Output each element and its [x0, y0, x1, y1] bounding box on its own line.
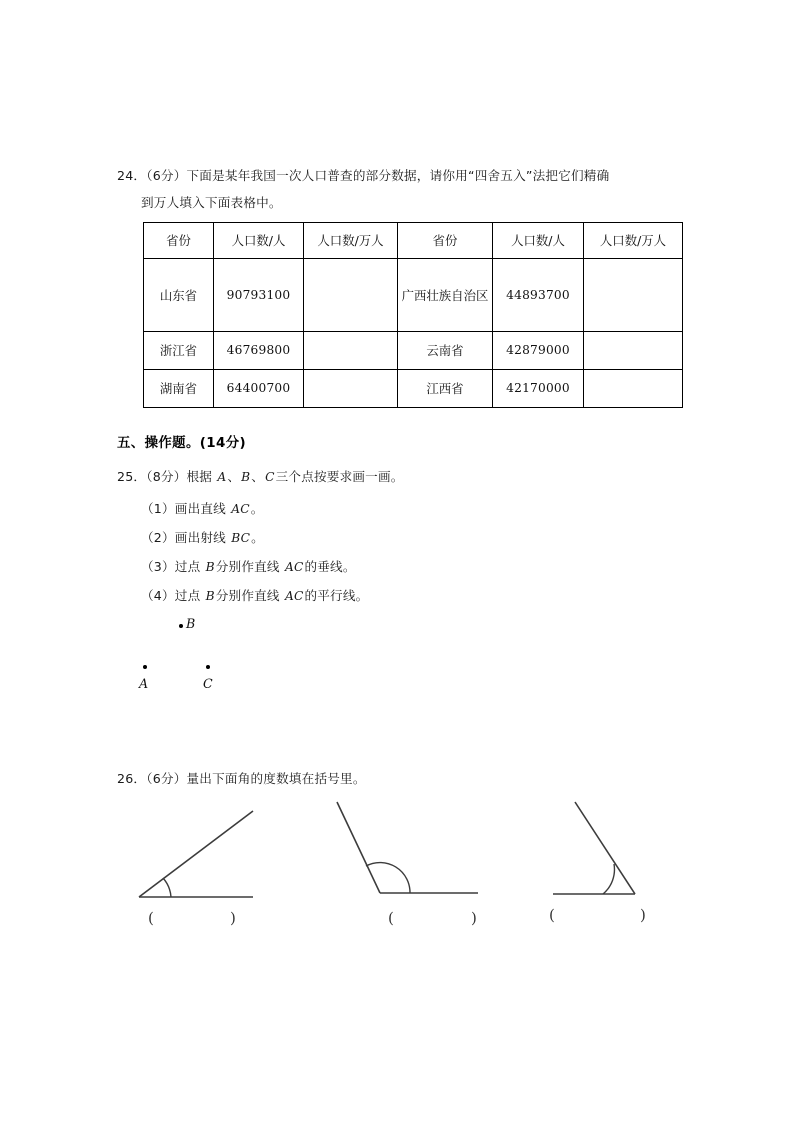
header-population-left: 人口数/人: [214, 223, 304, 259]
q25-point-c: C: [265, 470, 275, 484]
item-4-suffix: 的平行线。: [304, 588, 369, 603]
q25-sep-1: 、: [227, 469, 241, 484]
cell-wan-left[interactable]: [304, 259, 398, 332]
cell-wan-right[interactable]: [584, 370, 683, 408]
item-1-letters: AC: [231, 502, 250, 516]
cell-population-right: 44893700: [493, 259, 584, 332]
item-3-prefix: （3）过点: [141, 559, 205, 574]
angle-figure-2: [337, 802, 478, 893]
cell-province-right: 江西省: [398, 370, 493, 408]
point-label-b: B: [186, 616, 196, 631]
cell-province-left: 山东省: [144, 259, 214, 332]
answer-paren-open-3[interactable]: (: [549, 906, 555, 924]
header-province-left: 省份: [144, 223, 214, 259]
cell-province-left: 湖南省: [144, 370, 214, 408]
item-1-suffix: 。: [250, 501, 264, 516]
angle-figures: [0, 780, 794, 930]
table-row: [144, 332, 683, 370]
answer-paren-open-2[interactable]: (: [388, 909, 394, 927]
cell-wan-left[interactable]: [304, 370, 398, 408]
table-row: [144, 259, 683, 332]
angle-figure-1: [139, 811, 253, 897]
item-1-prefix: （1）画出直线: [141, 501, 231, 516]
point-label-a: A: [139, 676, 149, 691]
item-2-letters: BC: [231, 531, 251, 545]
item-3-suffix: 的垂线。: [304, 559, 356, 574]
cell-province-left: 浙江省: [144, 332, 214, 370]
question-25-item-2: [141, 525, 264, 551]
question-26-stem: 26．（6分）量出下面角的度数填在括号里。: [117, 771, 366, 786]
question-24-line-2: 到万人填入下面表格中。: [141, 195, 282, 210]
cell-wan-right[interactable]: [584, 259, 683, 332]
q25-sep-2: 、: [251, 469, 265, 484]
cell-population-right: 42879000: [493, 332, 584, 370]
item-3-mid: 分别作直线: [215, 559, 284, 574]
cell-province-right: 云南省: [398, 332, 493, 370]
question-25-item-4: [141, 583, 368, 609]
q25-point-a: A: [217, 470, 227, 484]
q25-stem-prefix: 25．（8分）根据: [117, 469, 217, 484]
table-row: [144, 370, 683, 408]
cell-province-right: 广西壮族自治区: [398, 259, 493, 332]
q25-point-b: B: [241, 470, 251, 484]
point-dot-a: [143, 665, 147, 669]
cell-population-left: 46769800: [214, 332, 304, 370]
population-table-wrapper: [143, 222, 683, 408]
question-24-line-1: 24．（6分）下面是某年我国一次人口普查的部分数据，请你用“四舍五入”法把它们精确: [117, 168, 610, 183]
cell-wan-right[interactable]: [584, 332, 683, 370]
table-header-row: [144, 223, 683, 259]
item-4-mid-letter: B: [205, 589, 215, 603]
item-2-prefix: （2）画出射线: [141, 530, 231, 545]
section-5-heading: 五、操作题。(14分): [117, 436, 247, 451]
question-25-item-3: [141, 554, 356, 580]
answer-paren-close-2[interactable]: ): [471, 909, 477, 927]
point-label-c: C: [203, 676, 213, 691]
angle-figure-3: [553, 802, 635, 894]
item-4-mid: 分别作直线: [215, 588, 284, 603]
item-2-suffix: 。: [251, 530, 264, 545]
answer-paren-close-1[interactable]: ): [230, 909, 236, 927]
cell-population-left: 90793100: [214, 259, 304, 332]
question-25-item-1: [141, 496, 264, 522]
point-dot-c: [206, 665, 210, 669]
cell-population-right: 42170000: [493, 370, 584, 408]
header-wan-right: 人口数/万人: [584, 223, 683, 259]
item-4-prefix: （4）过点: [141, 588, 205, 603]
item-3-letters: AC: [284, 560, 304, 574]
header-province-right: 省份: [398, 223, 493, 259]
header-wan-left: 人口数/万人: [304, 223, 398, 259]
cell-wan-left[interactable]: [304, 332, 398, 370]
point-dot-b: [179, 624, 183, 628]
answer-paren-open-1[interactable]: (: [148, 909, 154, 927]
population-table: [143, 222, 683, 408]
item-4-letters: AC: [284, 589, 304, 603]
question-25-stem: [117, 464, 404, 490]
q25-stem-suffix: 三个点按要求画一画。: [275, 469, 404, 484]
header-population-right: 人口数/人: [493, 223, 584, 259]
cell-population-left: 64400700: [214, 370, 304, 408]
answer-paren-close-3[interactable]: ): [640, 906, 646, 924]
item-3-mid-letter: B: [205, 560, 215, 574]
